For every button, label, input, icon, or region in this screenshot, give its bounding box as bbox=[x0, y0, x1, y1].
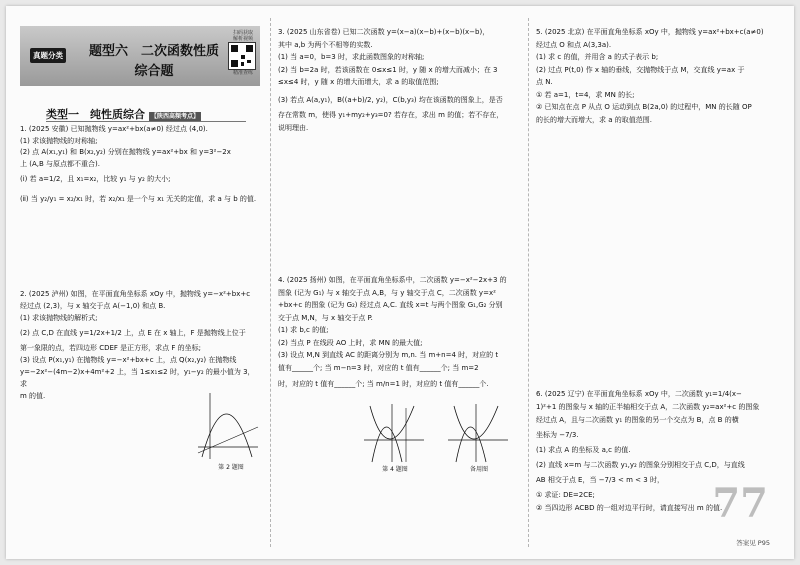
figure-q4 bbox=[362, 402, 426, 464]
figure-q2 bbox=[196, 391, 260, 461]
column-divider-1 bbox=[270, 18, 271, 547]
figure-q4-backup-caption: 备用图 bbox=[469, 466, 488, 473]
question-1: 1. (2025 安徽) 已知抛物线 y=ax²+bx(a≠0) 经过点 (4,0). (1) 求该抛物线的对称轴; (2) 点 A(x₁,y₁) 和 B(x₂,y₂) 分别在抛物线 y=ax²+bx 和 y=3²−2x 上 (A,B 与原点都不重合). (ⅰ) 若 a=1/2，且 x₁=x₂，比较 y₁ 与 y₂ 的大小; (ⅱ) 当 y₂/y₁ = x₂/x₁ 时，若 x₂/x₁ 是一个与 x₁ 无关的定值，求 a 与 b 的值. bbox=[20, 125, 257, 203]
question-2: 2. (2025 泸州) 如图，在平面直角坐标系 xOy 中，抛物线 y=−x²+bx+c 经过点 (2,3)，与 x 轴交于点 A(−1,0) 和点 B. (1) 求该抛物线的解析式; (2) 点 C,D 在直线 y=1/2x+1/2 上，点 E 在 x 轴上，F 是抛物线上位于 第一象限的点，若四边形 CDEF 是正方形，求点 F 的坐标; (3) 设点 P(x₁,y₁) 在抛物线 y=−x²+bx+c 上，点 Q(x₂,y₂) 在抛物线 y=−2x²−(4m−2)x+4m²+2 上，当 1≤x₁≤2 时，y₁−y₂ 的最小值为 3，求 m 的值. bbox=[20, 290, 255, 400]
figure-q4-backup bbox=[446, 402, 510, 464]
question-4: 4. (2025 扬州) 如图，在平面直角坐标系中，二次函数 y=−x²−2x+3 的 图象 (记为 G₁) 与 x 轴交于点 A,B，与 y 轴交于点 C，二次函数 y=x² +bx+c 的图象 (记为 G₂) 经过点 A,C. 直线 x=t 与两个图象 G₁,G₂ 分别 交于点 M,N，与 x 轴交于点 P. (1) 求 b,c 的值; (2) 当点 P 在线段 AO 上时，求 MN 的最大值; (3) 设点 M,N 到直线 AC 的距离分别为 m,n. 当 m+n=4 时，对应的 t 值有______个; 当 m−n=3 时，对应的 t 值有______个; 当 m=2 时，对应的 t 值有______个; 当 m/n=1 时，对应的 t 值有______个. bbox=[278, 276, 507, 388]
qr-label-bottom: 精准查练 bbox=[232, 70, 253, 76]
header-banner bbox=[20, 26, 260, 86]
section-tag: 真题分类 bbox=[30, 48, 66, 63]
question-6: 6. (2025 辽宁) 在平面直角坐标系 xOy 中，二次函数 y₁=1/4(x− 1)²+1 的图象与 x 轴的正半轴相交于点 A，二次函数 y₂=ax²+c 的图象 经过点 A，且与二次函数 y₁ 的图象的另一个交点为 B，点 B 的横 坐标为 −7/3. (1) 求点 A 的坐标及 a,c 的值. (2) 直线 x=m 与二次函数 y₁,y₂ 的图象分别相交于点 C,D，与直线 AB 相交于点 E，当 −7/3 < m < 3 时， ① 求证: DE=2CE; ② 当四边形 ACBD 的一组对边平行时，请直接写出 m 的值. bbox=[536, 390, 760, 512]
question-3: 3. (2025 山东省卷) 已知二次函数 y=(x−a)(x−b)+(x−b)(x−b)， 其中 a,b 为两个不相等的实数. (1) 当 a=0，b=3 时，求此函数图象的对称轴; (2) 当 b=2a 时，若该函数在 0≤x≤1 时，y 随 x 的增大而减小；在 3 ≤x≤4 时，y 随 x 的增大而增大，求 a 的取值范围; (3) 若点 A(a,y₁)，B((a+b)/2, y₂)，C(b,y₃) 均在该函数的图象上，是否 存在常数 m，使得 y₁+my₂+y₃=0? 若存在，求出 m 的值；若不存在， 说明理由. bbox=[278, 28, 504, 132]
figure-q4-caption: 第 4 题图 bbox=[382, 466, 408, 473]
section-underline bbox=[46, 121, 246, 122]
column-divider-2 bbox=[528, 18, 529, 547]
section-badge: 【陕西高频考点】 bbox=[151, 112, 200, 120]
qr-code-icon[interactable] bbox=[228, 42, 256, 70]
question-5: 5. (2025 北京) 在平面直角坐标系 xOy 中，抛物线 y=ax²+bx+c(a≠0) 经过点 O 和点 A(3,3a). (1) 求 c 的值，并用含 a 的式子表示 b; (2) 过点 P(t,0) 作 x 轴的垂线，交抛物线于点 M，交直线 y=ax 于 点 N. ① 若 a=1，t=4，求 MN 的长; ② 已知点在点 P 从点 O 运动到点 B(2a,0) 的过程中，MN 的长随 OP 的长的增大而增大，求 a 的取值范围. bbox=[536, 28, 764, 124]
qr-label-mid: 解析视频 bbox=[232, 36, 253, 42]
worksheet-page bbox=[6, 6, 794, 559]
figure-q2-caption: 第 2 题图 bbox=[218, 464, 244, 471]
header-title: 题型六 二次函数性质 综合题 bbox=[88, 44, 219, 79]
answer-reference: 答案见 P95 bbox=[736, 539, 770, 547]
page-number: 77 bbox=[712, 480, 768, 527]
section-heading: 类型一 纯性质综合 【陕西高频考点】 bbox=[46, 108, 200, 121]
parabola bbox=[202, 414, 252, 457]
qr-label-top: 扫码获取 bbox=[232, 30, 253, 36]
